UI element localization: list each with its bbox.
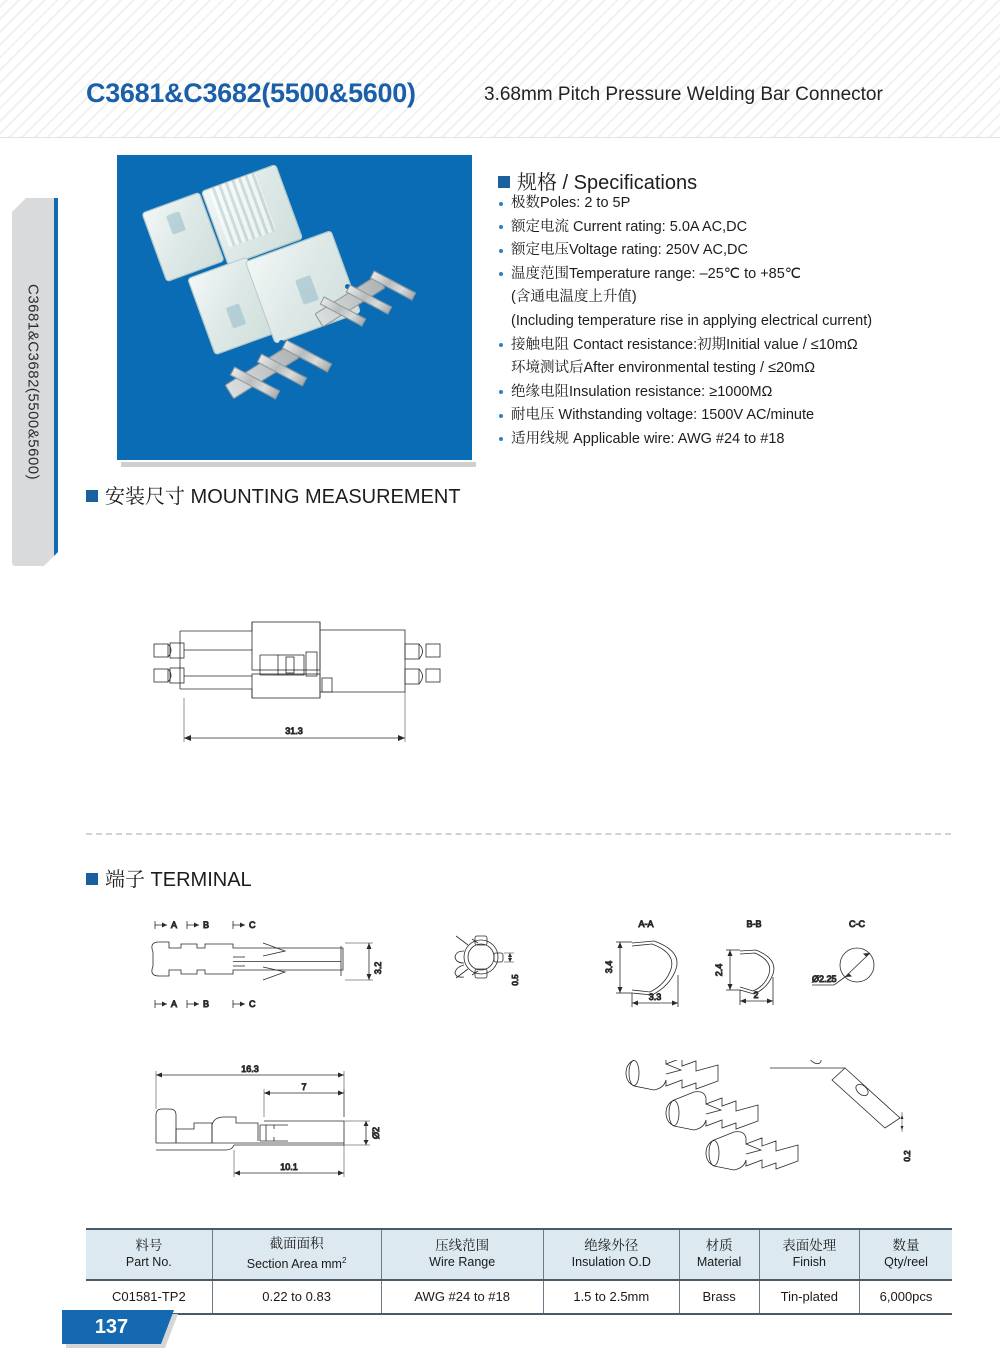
col-label-en: Section Area mm [246,1257,342,1272]
side-view-diameter: Ø2 [371,1126,381,1140]
cell-wire-range: AWG #24 to #18 [381,1280,543,1314]
section-b-b [700,915,800,1015]
spec-item: 适用线规 Applicable wire: AWG #24 to #18 [498,428,968,452]
specifications-heading-text: 规格 / Specifications [517,172,698,194]
table-col-qty [860,1229,952,1280]
table-header-row [86,1229,952,1280]
spec-item: 绝缘电阻Insulation resistance: ≥1000MΩ [498,381,968,405]
col-label-cn: 数量 [892,1238,920,1254]
section-mark-a-top: A [171,920,178,930]
terminal-top-view [145,912,400,1017]
table-col-material [679,1229,759,1280]
section-divider [86,833,951,835]
section-a-a-width: 3.3 [648,992,662,1002]
specification-table [86,1228,952,1315]
product-photo [117,155,472,460]
spec-item: 耐电压 Withstanding voltage: 1500V AC/minute [498,404,968,428]
table-col-part-no [86,1229,212,1280]
terminal-side-view [148,1055,428,1190]
section-marker-icon [86,490,98,502]
spec-item-continuation: (Including temperature rise in applying electrical current) [511,312,873,329]
section-b-b-width: 2 [753,990,759,1000]
terminal-crimp-detail [448,925,538,1010]
page-title: C3681&C3682(5500&5600) [86,78,416,108]
section-c-c [800,915,920,1015]
mounting-dim-length: 31.3 [285,726,303,736]
section-a-a [592,915,702,1015]
table-col-wire-range [381,1229,543,1280]
mounting-heading [86,480,461,509]
terminal-heading [86,863,252,892]
specifications-heading [498,166,697,195]
cell-finish: Tin-plated [759,1280,860,1314]
side-view-lower-dim: 10.1 [280,1162,298,1172]
spec-item-continuation: (含通电温度上升值) [511,289,637,306]
cell-qty: 6,000pcs [860,1280,952,1314]
col-label-cn: 料号 [135,1238,163,1254]
cell-material: Brass [679,1280,759,1314]
section-marker-icon [86,873,98,885]
spec-item-continuation: 环境测试后After environmental testing / ≤20mΩ [511,360,816,377]
col-label-cn: 压线范围 [435,1238,490,1254]
iso-thickness-dim: 0.2 [903,1150,912,1162]
section-marker-icon [498,176,510,188]
page-number: 137 [94,1315,129,1338]
section-c-c-diameter: Ø2.25 [812,974,837,984]
section-mark-c-top: C [249,920,256,930]
col-label-cn: 材质 [705,1238,733,1254]
table-col-finish [759,1229,860,1280]
section-mark-c-bottom: C [249,999,256,1009]
col-label-en: Part No. [125,1255,172,1270]
section-b-b-label: B-B [746,919,762,929]
section-a-a-label: A-A [638,919,654,929]
table-col-insulation-od [543,1229,679,1280]
section-mark-b-top: B [203,920,210,930]
terminal-heading-text: 端子 TERMINAL [105,869,252,891]
table-row [86,1280,952,1314]
col-label-en: Finish [792,1255,826,1270]
mounting-heading-text: 安装尺寸 MOUNTING MEASUREMENT [105,486,461,508]
product-photo-shadow [121,462,476,467]
col-label-cn: 表面处理 [782,1238,837,1254]
section-a-a-height: 3.4 [604,960,614,974]
page-subtitle: 3.68mm Pitch Pressure Welding Bar Connector [484,84,883,105]
spec-item: 温度范围Temperature range: –25℃ to +85℃ [498,263,968,287]
terminal-iso-view [600,1060,930,1205]
cell-part-no: C01581-TP2 [86,1280,212,1314]
section-c-c-label: C-C [849,919,865,929]
cell-section-area: 0.22 to 0.83 [212,1280,381,1314]
spec-item: 极数Poles: 2 to 5P [498,192,968,216]
mounting-drawing [140,600,470,765]
table-col-section-area [212,1229,381,1280]
spec-item: 额定电流 Current rating: 5.0A AC,DC [498,216,968,240]
col-label-en: Insulation O.D [571,1255,651,1270]
side-view-total-length: 16.3 [241,1064,259,1074]
crimp-dim-0-5: 0.5 [511,974,520,986]
spec-item: 接触电阻 Contact resistance:初期Initial value / ≤10mΩ [498,334,968,358]
section-mark-b-bottom: B [203,999,210,1009]
col-label-cn: 截面面积 [269,1236,324,1251]
terminal-dim-height: 3.2 [373,961,383,975]
cell-insulation-od: 1.5 to 2.5mm [543,1280,679,1314]
page-header [0,0,1000,138]
header-divider [0,137,1000,138]
side-view-upper-dim: 7 [301,1082,307,1092]
col-label-sup: 2 [341,1256,347,1265]
spec-item: 额定电压Voltage rating: 250V AC,DC [498,239,968,263]
col-label-en: Material [696,1255,742,1270]
side-tab-label: C3681&C3682(5500&5600) [24,283,42,481]
section-b-b-height: 2.4 [714,963,724,977]
specifications-list [498,192,968,452]
section-mark-a-bottom: A [171,999,178,1009]
col-label-en: Qty/reel [884,1255,928,1270]
col-label-en: Wire Range [429,1255,496,1270]
col-label-cn: 绝缘外径 [584,1238,639,1254]
